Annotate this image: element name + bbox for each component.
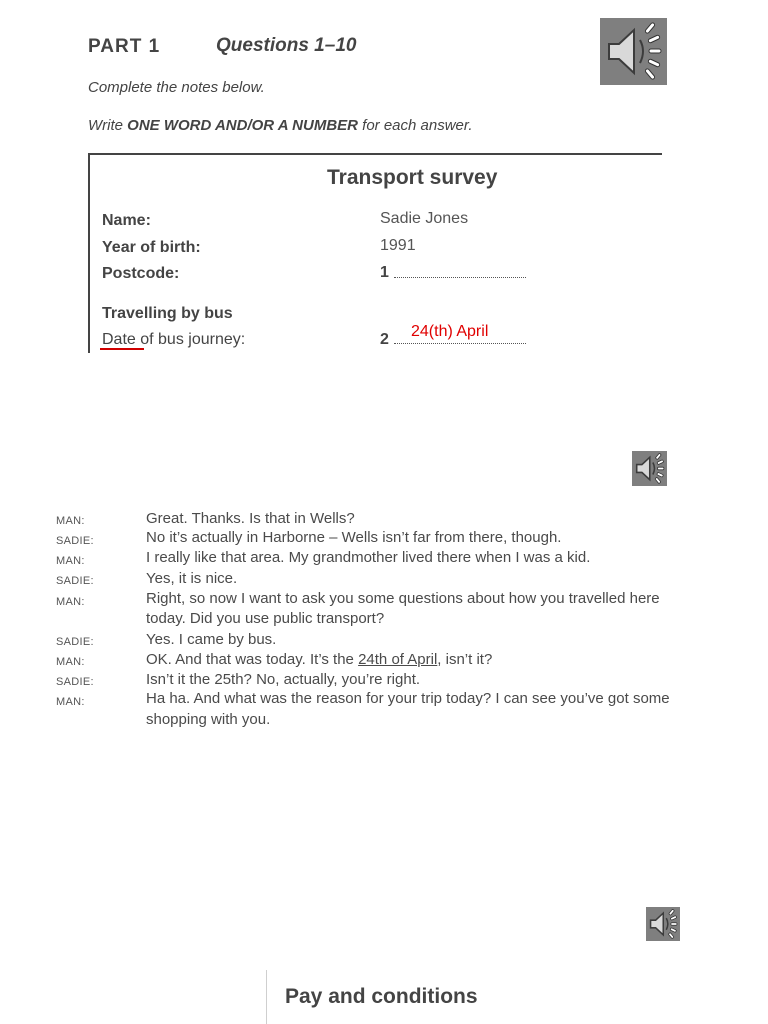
name-value: Sadie Jones [380,210,469,227]
transcript-line: today. Did you use public transport? [146,610,385,627]
birth-label: Year of birth: [102,239,201,256]
transcript-line: OK. And that was today. It’s the 24th of April, isn’t it? [146,651,493,668]
instruction-write: Write ONE WORD AND/OR A NUMBER for each answer. [88,117,473,134]
highlighted-date: 24th of April [358,651,438,668]
answer-2-text: 24(th) April [411,323,489,340]
question-1-number: 1 [380,264,389,281]
transcript-line: shopping with you. [146,711,271,728]
speaker-icon[interactable] [632,451,667,486]
speaker-label: SADIE: [56,636,94,648]
questions-range: Questions 1–10 [216,35,357,56]
speaker-label: SADIE: [56,535,94,547]
speaker-label: MAN: [56,696,85,708]
speaker-icon[interactable] [600,18,667,85]
transcript-line: Yes, it is nice. [146,570,238,587]
speaker-label: MAN: [56,515,85,527]
speaker-label: MAN: [56,555,85,567]
transcript-line: Right, so now I want to ask you some questions about how you travelled here [146,590,660,607]
section-divider [266,970,267,1024]
transcript-line: Isn’t it the 25th? No, actually, you’re right. [146,671,421,688]
date-label: Date of bus journey: [102,331,246,348]
speaker-label: MAN: [56,656,85,668]
speaker-label: MAN: [56,596,85,608]
section-heading: Travelling by bus [102,305,233,322]
transcript-line: Yes. I came by bus. [146,631,277,648]
form-title: Transport survey [327,166,498,189]
postcode-label: Postcode: [102,265,180,282]
speaker-label: SADIE: [56,676,94,688]
speaker-icon[interactable] [646,907,680,941]
question-2-number: 2 [380,331,389,348]
answer-1-blank[interactable] [394,277,526,278]
date-underline [100,348,144,350]
next-section-title: Pay and conditions [285,985,478,1008]
part-label: PART 1 [88,36,161,57]
name-label: Name: [102,212,151,229]
birth-value: 1991 [380,237,416,254]
transcript-line: Great. Thanks. Is that in Wells? [146,510,355,527]
transcript-line: No it’s actually in Harborne – Wells isn’t far from there, though. [146,529,562,546]
transcript-line: I really like that area. My grandmother lived there when I was a kid. [146,549,591,566]
instruction-complete: Complete the notes below. [88,79,265,96]
speaker-label: SADIE: [56,575,94,587]
answer-2-blank[interactable] [394,343,526,344]
transcript-line: Ha ha. And what was the reason for your trip today? I can see you’ve got some [146,690,670,707]
